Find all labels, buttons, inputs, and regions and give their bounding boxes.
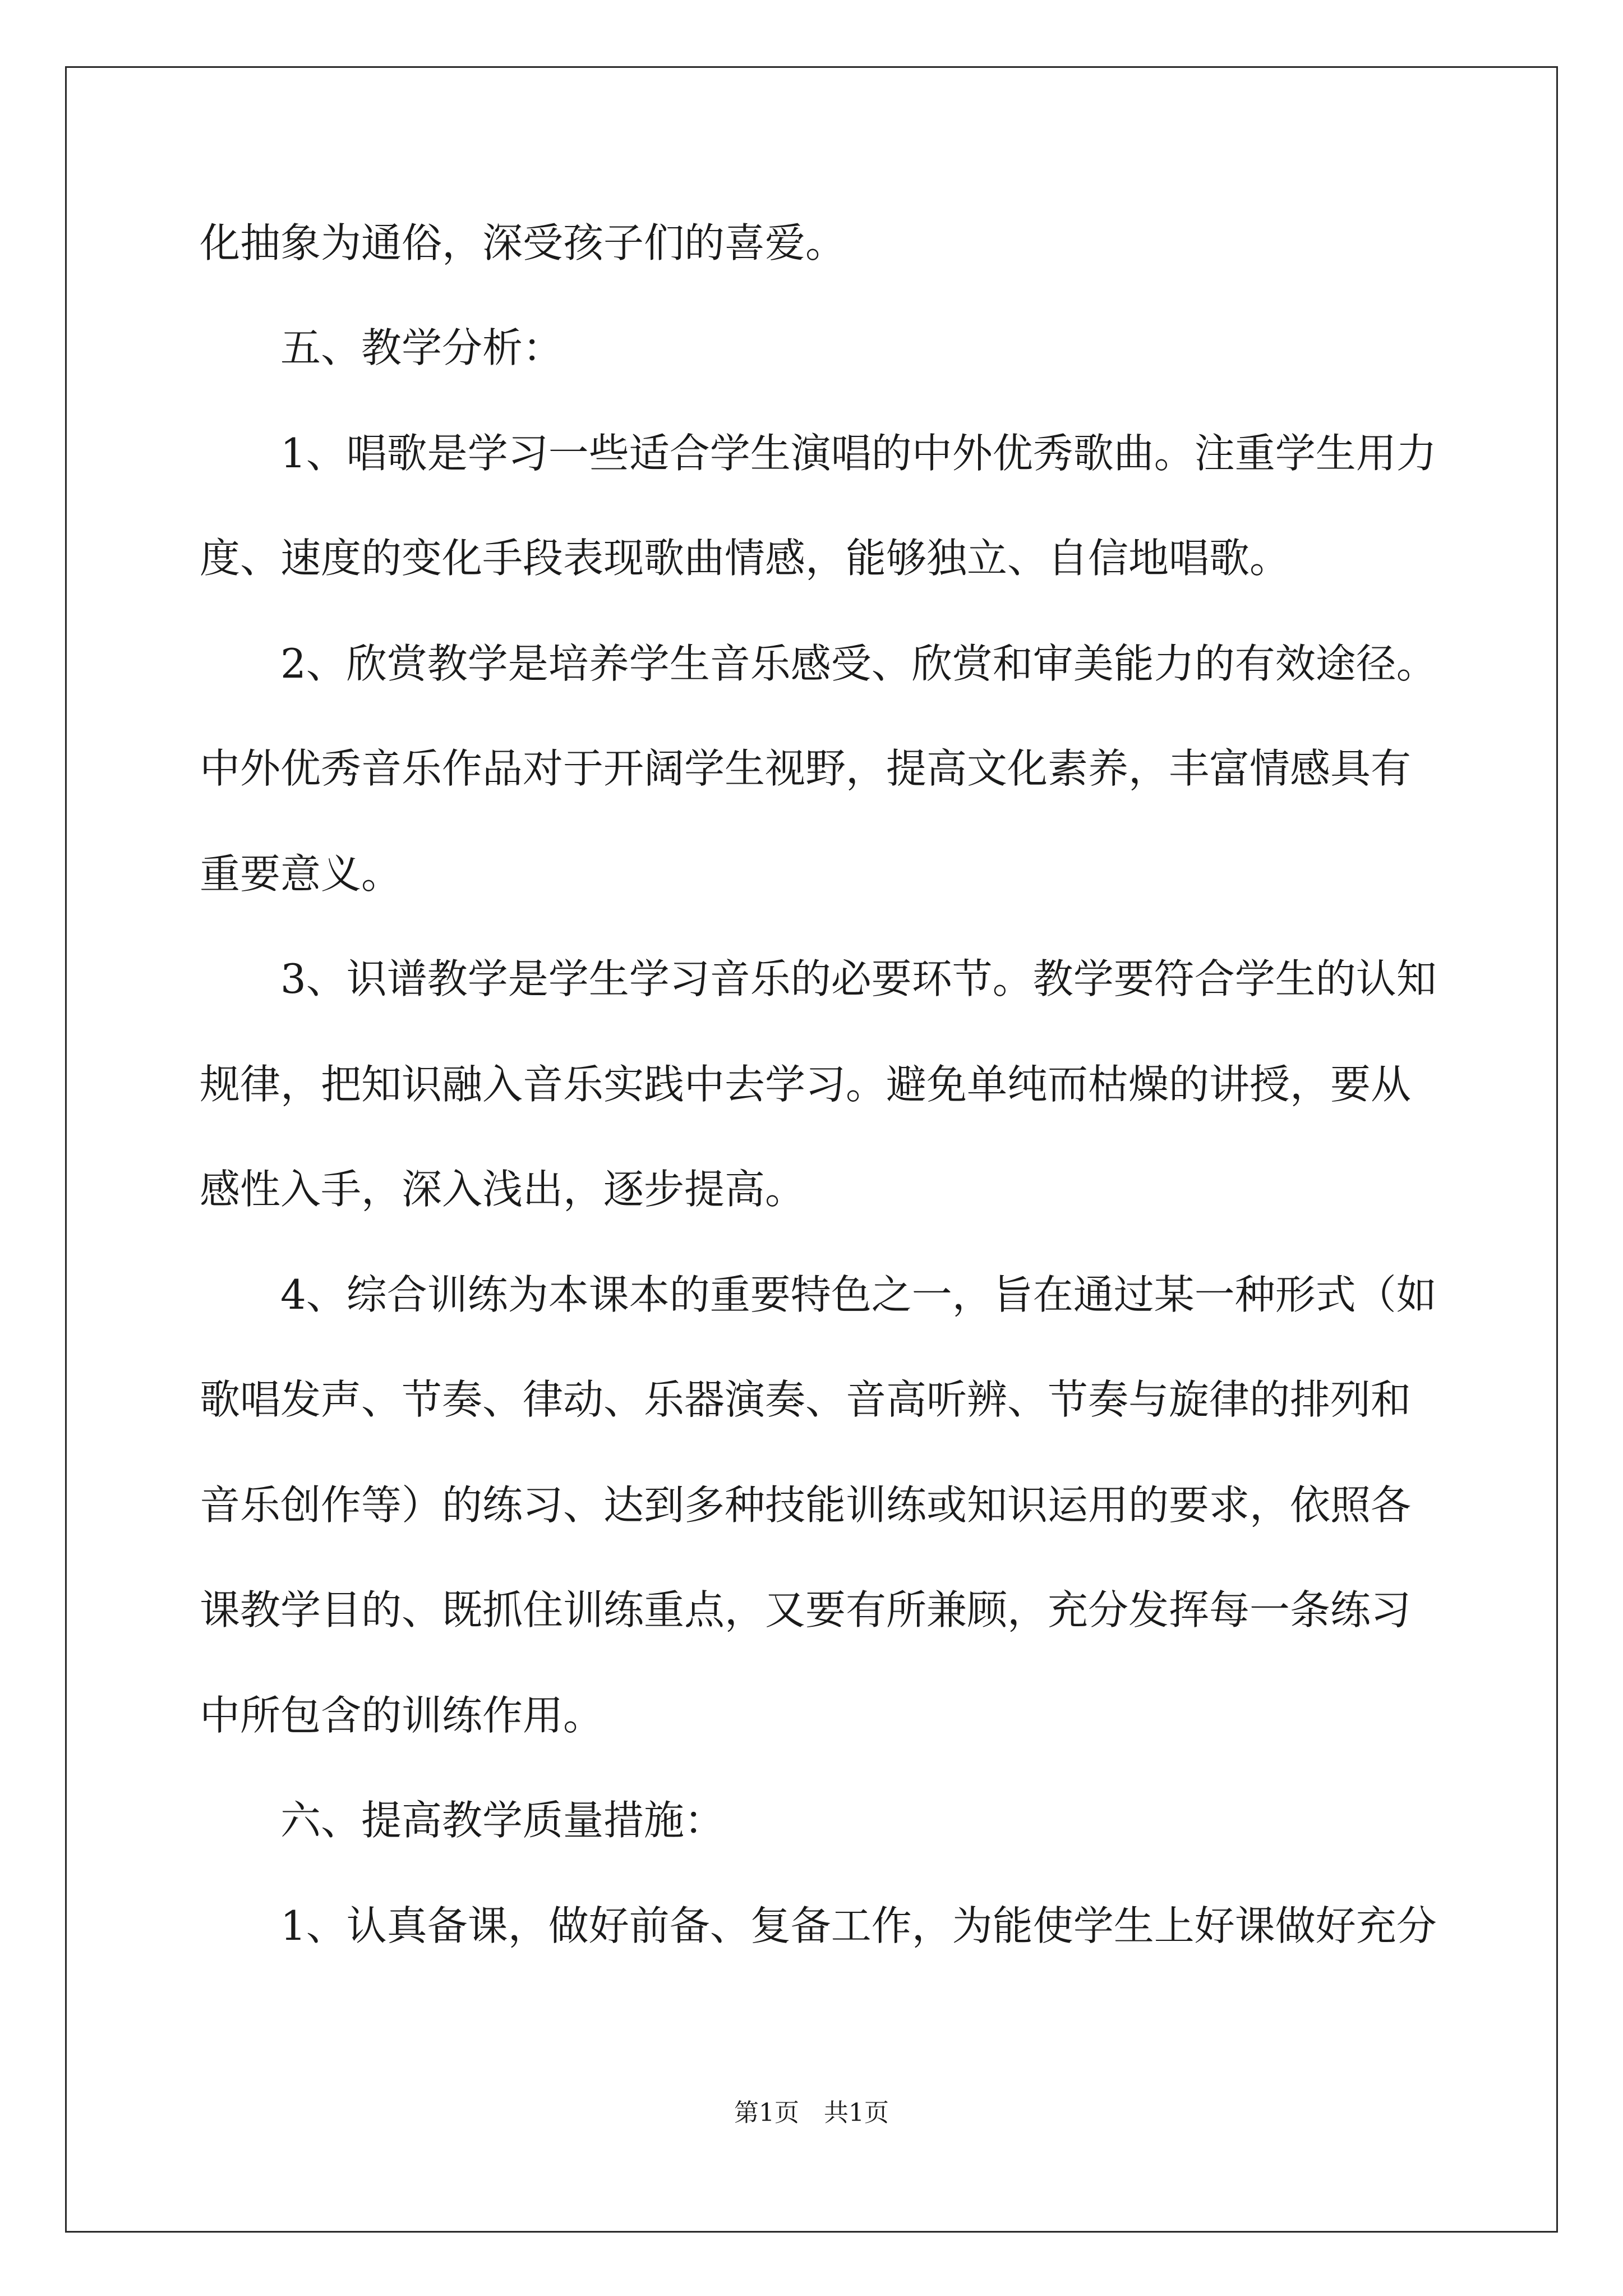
text-line: 4、综合训练为本课本的重要特色之一，旨在通过某一种形式（如 (200, 1271, 1437, 1318)
text-line: 歌唱发声、节奏、律动、乐器演奏、音高听辨、节奏与旋律的排列和 (200, 1376, 1412, 1423)
text-line: 2、欣赏教学是培养学生音乐感受、欣赏和审美能力的有效途径。 (200, 640, 1437, 687)
text-line: 度、速度的变化手段表现歌曲情感，能够独立、自信地唱歌。 (200, 535, 1290, 582)
text-line: 音乐创作等）的练习、达到多种技能训练或知识运用的要求，依照各 (200, 1481, 1412, 1529)
text-line: 重要意义。 (200, 850, 402, 898)
text-line: 六、提高教学质量措施： (200, 1797, 725, 1844)
text-line: 1、认真备课，做好前备、复备工作，为能使学生上好课做好充分 (200, 1902, 1437, 1949)
text-line: 中所包含的训练作用。 (200, 1692, 604, 1739)
text-line: 中外优秀音乐作品对于开阔学生视野，提高文化素养，丰富情感具有 (200, 745, 1412, 792)
page-footer: 第1页 共1页 (734, 2099, 889, 2127)
text-line: 感性入手，深入浅出，逐步提高。 (200, 1166, 806, 1213)
text-line: 1、唱歌是学习一些适合学生演唱的中外优秀歌曲。注重学生用力 (200, 430, 1437, 477)
text-line: 课教学目的、既抓住训练重点，又要有所兼顾，充分发挥每一条练习 (200, 1586, 1412, 1634)
text-line: 化抽象为通俗，深受孩子们的喜爱。 (200, 219, 846, 266)
text-line: 3、识谱教学是学生学习音乐的必要环节。教学要符合学生的认知 (200, 955, 1437, 1002)
text-line: 五、教学分析： (200, 324, 564, 371)
text-line: 规律，把知识融入音乐实践中去学习。避免单纯而枯燥的讲授，要从 (200, 1061, 1412, 1108)
